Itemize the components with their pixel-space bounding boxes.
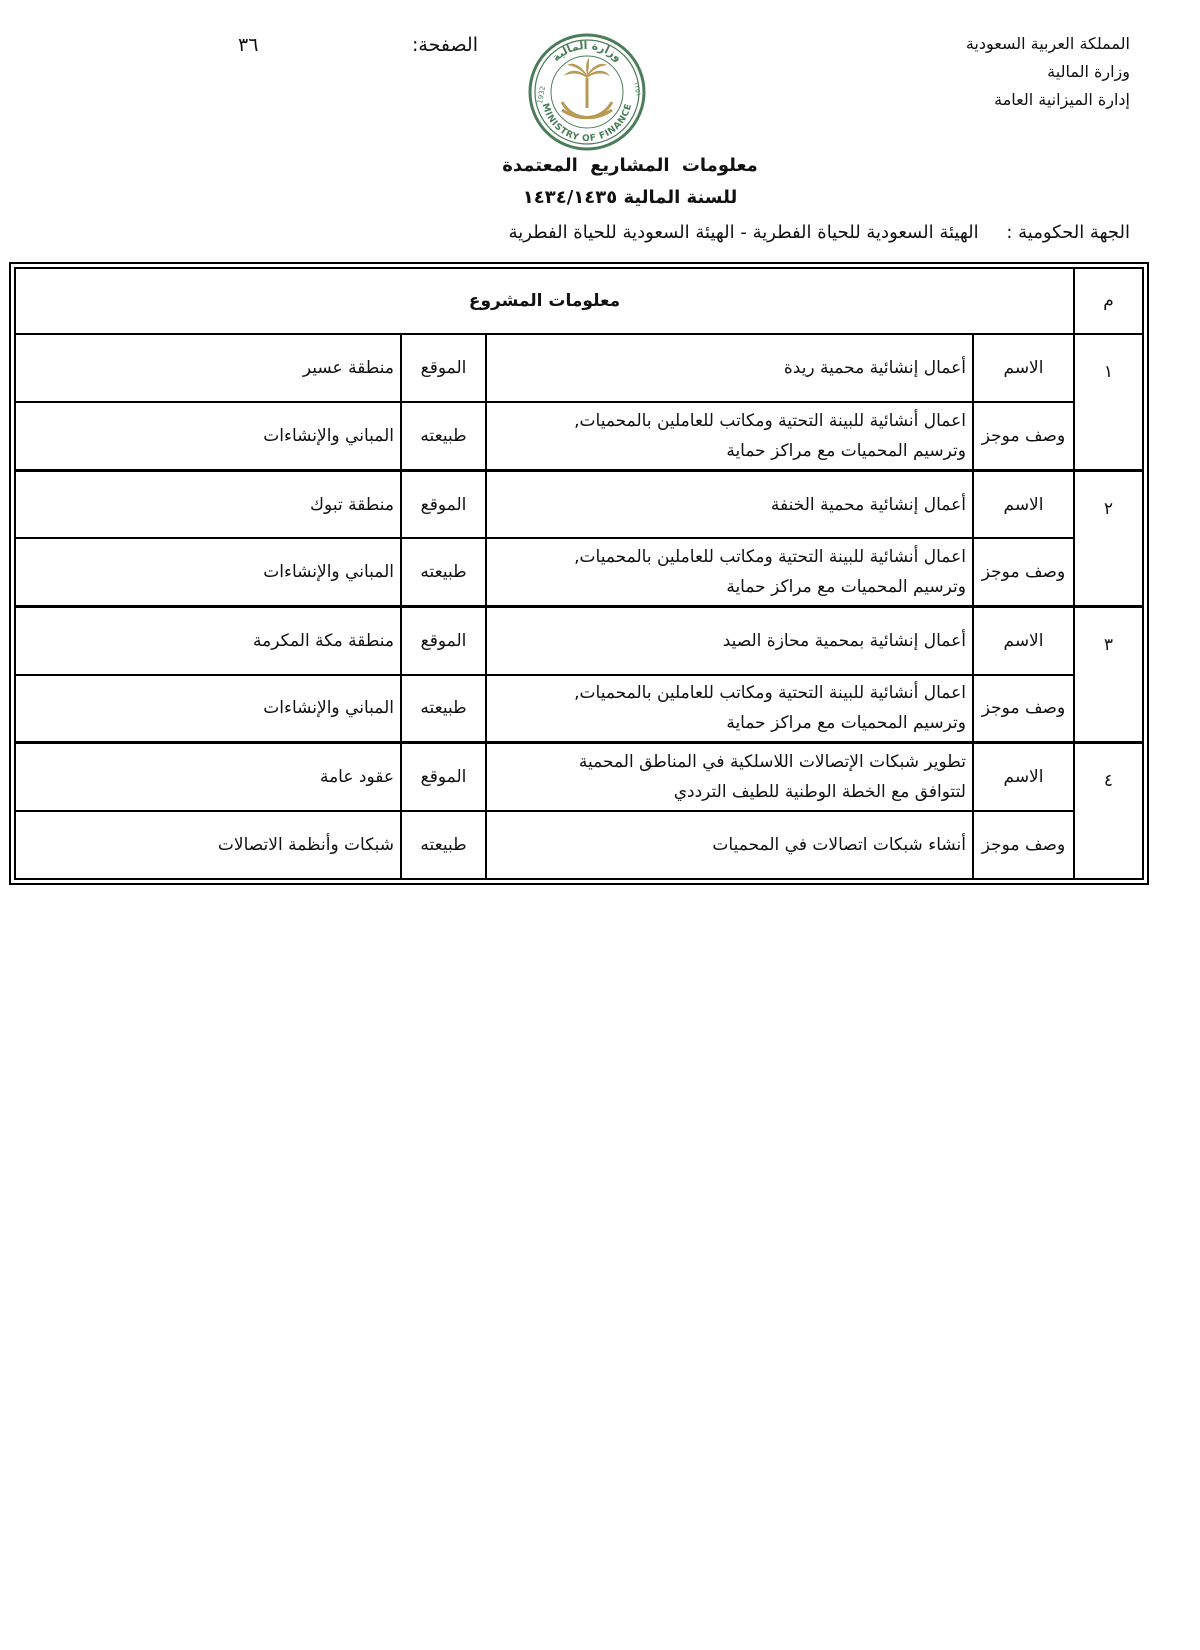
label-nature: طبيعته <box>401 402 486 470</box>
label-name: الاسم <box>973 607 1074 675</box>
table-row <box>15 743 1143 811</box>
table-header-row <box>15 268 1143 334</box>
project-description <box>486 538 973 606</box>
projects-table <box>14 267 1144 880</box>
project-nature: المباني والإنشاءات <box>15 675 401 743</box>
description-line: وترسيم المحميات مع مراكز حماية <box>726 577 966 598</box>
project-name: أعمال إنشائية محمية الخنفة <box>486 470 973 538</box>
project-location: منطقة مكة المكرمة <box>15 607 401 675</box>
project-number: ٤ <box>1074 743 1143 879</box>
project-number: ٢ <box>1074 470 1143 606</box>
label-name: الاسم <box>973 743 1074 811</box>
seal-year-left: 1932 <box>536 85 548 105</box>
table-row <box>15 607 1143 675</box>
page-label: الصفحة: <box>411 34 478 56</box>
description-line: وترسيم المحميات مع مراكز حماية <box>726 441 966 461</box>
projects-table-frame <box>9 262 1149 885</box>
seal-top-text: وزارة المالية <box>549 38 625 65</box>
ministry-seal-logo <box>522 30 652 152</box>
description-line: وترسيم المحميات مع مراكز حماية <box>726 713 966 734</box>
project-description <box>486 675 973 743</box>
ministry-name: وزارة المالية <box>1047 62 1130 81</box>
seal-year-right: ١٣٥١ <box>632 80 643 98</box>
name-line: لتتوافق مع الخطة الوطنية للطيف الترددي <box>673 782 966 803</box>
project-name: أعمال إنشائية بمحمية محازة الصيد <box>486 607 973 675</box>
label-name: الاسم <box>973 470 1074 538</box>
label-name: الاسم <box>973 334 1074 402</box>
project-location: منطقة تبوك <box>15 470 401 538</box>
project-description <box>486 402 973 470</box>
label-description: وصف موجز <box>973 675 1074 743</box>
description-line: اعمال أنشائية للبينة التحتية ومكاتب للعاملين بالمحميات, <box>574 547 966 568</box>
entity-label: الجهة الحكومية : <box>1006 222 1130 243</box>
table-row <box>15 470 1143 538</box>
project-location: منطقة عسير <box>15 334 401 402</box>
page-number: ٣٦ <box>238 34 259 56</box>
column-header-project-info: معلومات المشروع <box>15 268 1074 334</box>
project-nature: شبكات وأنظمة الاتصالات <box>15 811 401 879</box>
table-row <box>15 334 1143 402</box>
description-line: اعمال أنشائية للبينة التحتية ومكاتب للعاملين بالمحميات, <box>574 683 966 704</box>
table-row <box>15 402 1143 470</box>
project-nature: المباني والإنشاءات <box>15 402 401 470</box>
document-title: معلومات المشاريع المعتمدة <box>502 155 758 176</box>
project-name: أعمال إنشائية محمية ريدة <box>486 334 973 402</box>
label-location: الموقع <box>401 743 486 811</box>
label-description: وصف موجز <box>973 538 1074 606</box>
label-description: وصف موجز <box>973 811 1074 879</box>
label-nature: طبيعته <box>401 538 486 606</box>
entity-value: الهيئة السعودية للحياة الفطرية - الهيئة السعودية للحياة الفطرية <box>508 222 979 243</box>
seal-bottom-text: MINISTRY OF FINANCE <box>539 102 635 145</box>
project-description: أنشاء شبكات اتصالات في المحميات <box>486 811 973 879</box>
project-nature: المباني والإنشاءات <box>15 538 401 606</box>
label-nature: طبيعته <box>401 811 486 879</box>
label-location: الموقع <box>401 470 486 538</box>
kingdom-name: المملكة العربية السعودية <box>965 34 1130 53</box>
label-location: الموقع <box>401 607 486 675</box>
table-row <box>15 675 1143 743</box>
label-nature: طبيعته <box>401 675 486 743</box>
label-description: وصف موجز <box>973 402 1074 470</box>
project-location: عقود عامة <box>15 743 401 811</box>
project-number: ١ <box>1074 334 1143 470</box>
palm-tree-icon <box>564 58 610 108</box>
description-line: اعمال أنشائية للبينة التحتية ومكاتب للعاملين بالمحميات, <box>574 411 966 431</box>
government-entity <box>509 222 1130 243</box>
project-number: ٣ <box>1074 607 1143 743</box>
column-header-number: م <box>1074 268 1143 334</box>
table-row <box>15 538 1143 606</box>
project-name <box>486 743 973 811</box>
table-row <box>15 811 1143 879</box>
department-name: إدارة الميزانية العامة <box>994 90 1130 109</box>
label-location: الموقع <box>401 334 486 402</box>
name-line: تطوير شبكات الإتصالات اللاسلكية في المناطق المحمية <box>578 752 966 773</box>
letterhead <box>890 30 1130 114</box>
fiscal-year-subtitle: للسنة المالية ١٤٣٤/١٤٣٥ <box>522 187 738 208</box>
